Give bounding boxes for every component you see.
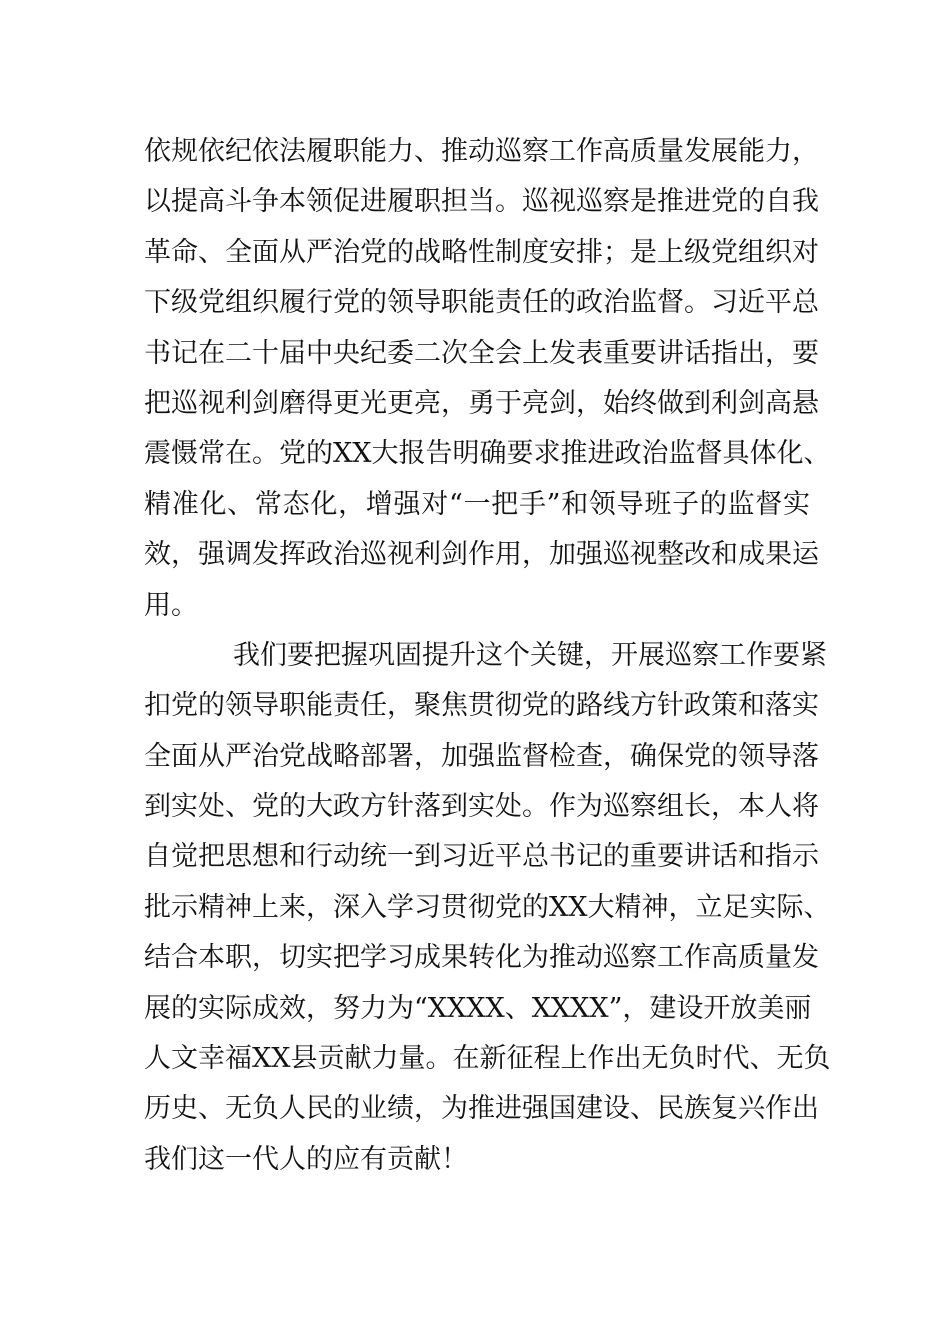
text-line: 效，强调发挥政治巡视利剑作用，加强巡视整改和成果运 <box>144 539 819 571</box>
text-line: 依规依纪依法履职能力、推动巡察工作高质量发展能力， <box>144 136 819 167</box>
text-line: 人文幸福XX县贡献力量。在新征程上作出无负时代、无负 <box>144 1043 831 1075</box>
text-line: 书记在二十届中央纪委二次全会上发表重要讲话指出，要 <box>144 337 819 369</box>
text-line: 震慑常在。党的XX大报告明确要求推进政治监督具体化、 <box>144 438 831 470</box>
text-line: 革命、全面从严治党的战略性制度安排；是上级党组织对 <box>144 236 819 268</box>
text-line: 把巡视利剑磨得更光更亮，勇于亮剑，始终做到利剑高悬 <box>144 387 819 419</box>
text-line: 精准化、常态化，增强对“一把手”和领导班子的监督实 <box>144 488 810 520</box>
document-body <box>144 127 831 1185</box>
text-line: 下级党组织履行党的领导职能责任的政治监督。习近平总 <box>144 287 819 319</box>
text-line: 到实处、党的大政方针落到实处。作为巡察组长，本人将 <box>144 791 819 823</box>
paragraph-1 <box>144 127 831 631</box>
text-line: 自觉把思想和行动统一到习近平总书记的重要讲话和指示 <box>144 841 819 873</box>
paragraph-2 <box>144 631 831 1185</box>
text-line: 我们要把握巩固提升这个关键，开展巡察工作要紧 <box>233 639 827 671</box>
text-line: 用。 <box>144 589 198 621</box>
text-line: 展的实际成效，努力为“XXXX、XXXX”，建设开放美丽 <box>144 992 812 1024</box>
text-line: 历史、无负人民的业绩，为推进强国建设、民族复兴作出 <box>144 1093 819 1125</box>
text-line: 扣党的领导职能责任，聚焦贯彻党的路线方针政策和落实 <box>144 690 819 722</box>
text-line: 批示精神上来，深入学习贯彻党的XX大精神，立足实际、 <box>144 891 831 923</box>
text-line: 结合本职，切实把学习成果转化为推动巡察工作高质量发 <box>144 942 819 974</box>
text-line: 我们这一代人的应有贡献！ <box>144 1143 468 1175</box>
text-line: 以提高斗争本领促进履职担当。巡视巡察是推进党的自我 <box>144 186 819 218</box>
text-line: 全面从严治党战略部署，加强监督检查，确保党的领导落 <box>144 740 819 772</box>
